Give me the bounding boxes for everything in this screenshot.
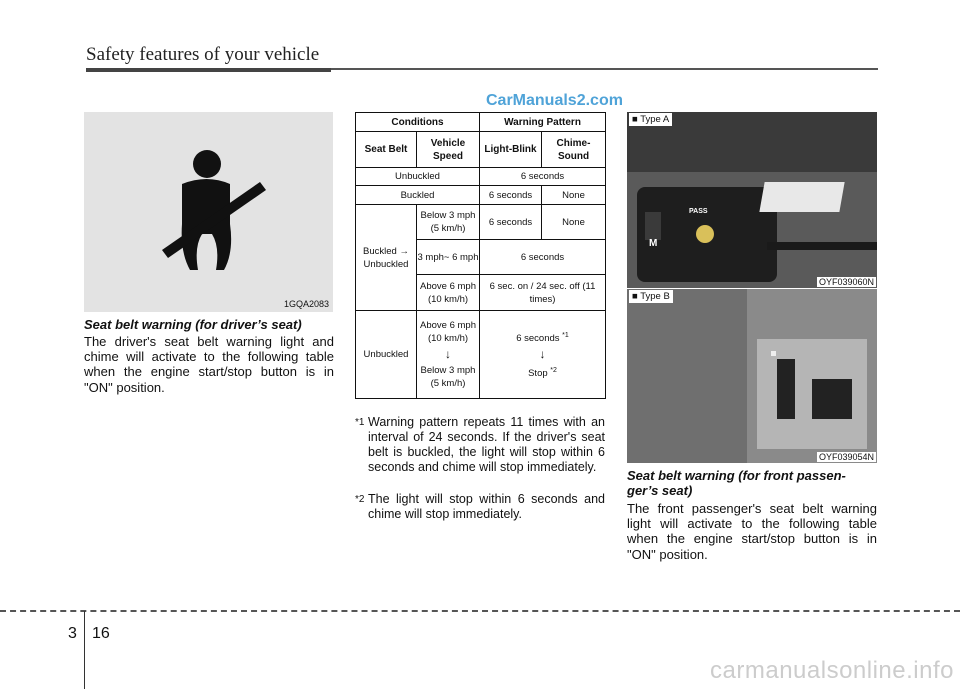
seat-belt-header: Seat Belt — [356, 132, 417, 168]
table-cell: Above 6 mph (10 km/h) — [417, 275, 480, 311]
table-cell: Buckled → Unbuckled — [356, 205, 417, 311]
table-cell: 3 mph~ 6 mph — [417, 240, 480, 275]
type-b-photo — [627, 289, 877, 463]
table-cell: None — [542, 205, 606, 240]
photo-b-code: OYF039054N — [818, 452, 874, 462]
down-arrow-icon: ↓ — [445, 347, 451, 361]
footer-divider — [84, 611, 85, 689]
table-cell: 6 seconds — [480, 240, 606, 275]
photo-a-code: OYF039060N — [818, 277, 874, 287]
footnote-ref: *2 — [550, 367, 557, 374]
warning-table — [355, 112, 606, 399]
speed-bottom: Below 3 mph (5 km/h) — [420, 365, 476, 389]
pattern-top: 6 seconds — [516, 333, 560, 344]
table-cell: Below 3 mph (5 km/h) — [417, 205, 480, 240]
footnote-text: The light will stop within 6 seconds and chime will stop immediately. — [368, 492, 605, 521]
page-number: 16 — [92, 625, 110, 642]
speed-top: Above 6 mph (10 km/h) — [420, 320, 476, 344]
table-cell — [480, 311, 606, 399]
footnote-mark: *2 — [355, 494, 365, 505]
footnote-ref: *1 — [562, 331, 569, 339]
down-arrow-icon: ↓ — [539, 347, 546, 361]
footnote-1 — [355, 415, 605, 475]
header-rule-accent — [86, 68, 331, 72]
table-cell — [417, 311, 480, 399]
passenger-caption: Seat belt warning (for front passen- ger’s seat) — [627, 468, 846, 498]
table-cell: 6 seconds — [480, 205, 542, 240]
figure-code: 1GQA2083 — [283, 299, 329, 309]
type-b-label: ■ Type B — [629, 290, 673, 303]
conditions-header: Conditions — [356, 113, 480, 132]
light-blink-header: Light-Blink — [480, 132, 542, 168]
chapter-number: 3 — [68, 625, 77, 642]
watermark-bottom: carmanualsonline.info — [710, 657, 954, 684]
passenger-paragraph: The front passenger's seat belt warning light will activate to the following table when the engine start/stop button is in "ON" position. — [627, 501, 877, 562]
footnote-text: Warning pattern repeats 11 times with an interval of 24 seconds. If the driver's seat belt is buckled, the light will stop within 6 seconds and chime will stop immediately. — [368, 415, 605, 474]
vehicle-speed-header: Vehicle Speed — [417, 132, 480, 168]
table-cell: Buckled — [356, 186, 480, 205]
watermark-top: CarManuals2.com — [486, 92, 623, 109]
footnote-mark: *1 — [355, 417, 365, 428]
type-a-photo — [627, 112, 877, 288]
seat-belt-warning-figure — [84, 112, 333, 312]
mirror-photo — [627, 289, 877, 463]
seat-belt-icon — [84, 112, 333, 312]
type-a-label: ■ Type A — [629, 113, 672, 126]
chime-sound-header: Chime- Sound — [542, 132, 606, 168]
warning-pattern-header: Warning Pattern — [480, 113, 606, 132]
pass-label: PASS — [689, 208, 708, 215]
driver-caption: Seat belt warning (for driver’s seat) — [84, 317, 302, 332]
footnote-2 — [355, 492, 605, 522]
footer-rule — [0, 610, 960, 612]
table-cell: Unbuckled — [356, 311, 417, 399]
section-title: Safety features of your vehicle — [86, 44, 320, 65]
driver-paragraph: The driver's seat belt warning light and chime will activate to the following table when the engine start/stop button is in "ON" position. — [84, 334, 334, 395]
table-cell: 6 seconds — [480, 168, 606, 186]
dashboard-photo — [627, 112, 877, 288]
table-cell: None — [542, 186, 606, 205]
table-cell: 6 sec. on / 24 sec. off (11 times) — [480, 275, 606, 311]
table-cell: Unbuckled — [356, 168, 480, 186]
table-cell: 6 seconds — [480, 186, 542, 205]
m-label: M — [649, 238, 658, 249]
pattern-bottom: Stop — [528, 368, 548, 380]
